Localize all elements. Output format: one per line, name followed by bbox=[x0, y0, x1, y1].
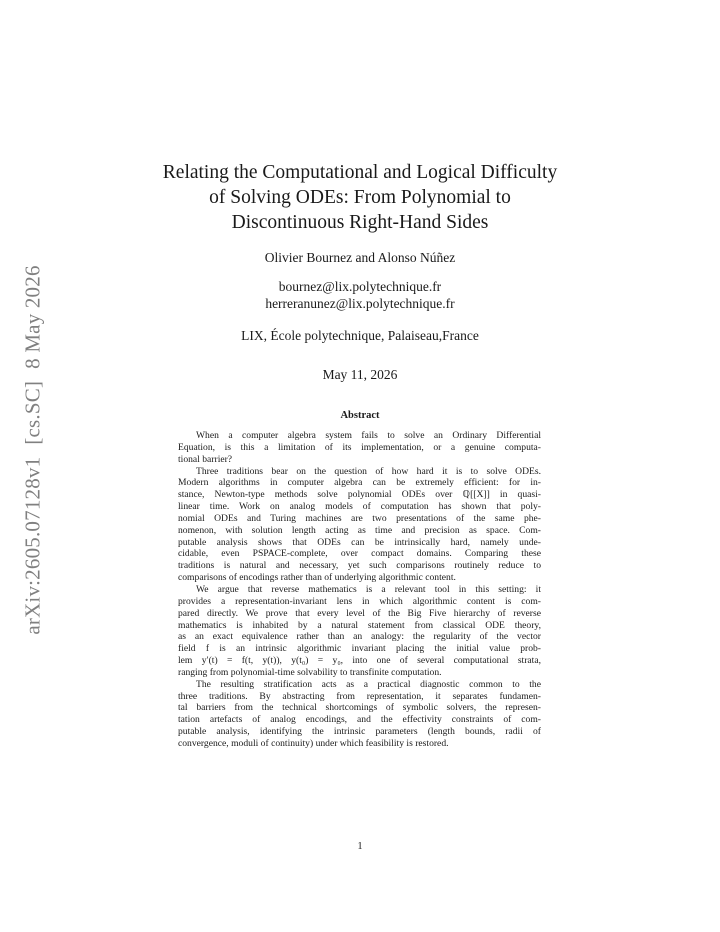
abstract-line: convergence, moduli of continuity) under which feasibility is restored. bbox=[178, 737, 449, 749]
abstract-body bbox=[178, 430, 541, 750]
abstract-line: provides a representation-invariant lens in which algorithmic content is com- bbox=[178, 595, 541, 607]
abstract-line: tation artefacts of analog encodings, and the effectivity constraints of com- bbox=[178, 714, 541, 726]
abstract-heading: Abstract bbox=[340, 410, 380, 421]
abstract-line: Modern algorithms in computer algebra can be extremely efficient: for in- bbox=[178, 477, 541, 489]
paper-title bbox=[0, 160, 720, 235]
page-number: 1 bbox=[357, 841, 363, 852]
abstract-line: ranging from polynomial-time solvability to transfinite computation. bbox=[178, 666, 442, 678]
abstract-line: When a computer algebra system fails to solve an Ordinary Differential bbox=[196, 430, 541, 441]
abstract-line: tal barriers from the technical shortcomings of symbolic solvers, the represen- bbox=[178, 702, 541, 714]
abstract-paragraph bbox=[178, 679, 541, 750]
title-line: Relating the Computational and Logical Difficulty bbox=[162, 162, 558, 183]
abstract-line: nomial ODEs and Turing machines are two presentations of the same phe- bbox=[178, 512, 541, 524]
abstract-line: mathematics is inhabited by a natural statement from classical ODE theory, bbox=[178, 619, 541, 631]
abstract-paragraph bbox=[178, 466, 541, 584]
paper-date: May 11, 2026 bbox=[322, 367, 398, 382]
abstract-line: Equation, is this a limitation of its implementation, or a genuine computa- bbox=[178, 441, 541, 453]
abstract-line: The resulting stratification acts as a practical diagnostic common to the bbox=[196, 678, 541, 690]
title-line: of Solving ODEs: From Polynomial to bbox=[209, 187, 511, 208]
arxiv-stamp bbox=[21, 265, 46, 634]
authors: Olivier Bournez and Alonso Núñez bbox=[264, 250, 456, 265]
abstract-line: putable analysis, identifying the intrinsic parameters (length bounds, radii of bbox=[178, 726, 541, 738]
abstract-line: pared directly. We prove that every level of the Big Five hierarchy of reverse bbox=[178, 607, 541, 619]
abstract-line: We argue that reverse mathematics is a relevant tool in this setting: it bbox=[196, 583, 541, 595]
abstract-line: lem y′(t) = f(t, y(t)), y(t₀) = y₀, into one of several computational strata, bbox=[178, 655, 541, 667]
abstract-line: as an exact equivalence rather than an analogy: the regularity of the vector bbox=[178, 631, 541, 643]
email: herreranunez@lix.polytechnique.fr bbox=[265, 296, 455, 311]
abstract-line: field f is an intrinsic algorithmic invariant placing the initial value prob- bbox=[178, 643, 541, 655]
abstract-paragraph bbox=[178, 430, 541, 466]
abstract-line: putable analysis shows that ODEs can be intrinsically hard, namely unde- bbox=[178, 536, 541, 548]
abstract-line: Three traditions bear on the question of how hard it is to solve ODEs. bbox=[196, 465, 541, 477]
abstract-line: nomenon, with solution length acting as time and precision as space. Com- bbox=[178, 524, 541, 536]
abstract-paragraph bbox=[178, 584, 541, 679]
abstract-line: comparisons of encodings rather than of underlying algorithmic content. bbox=[178, 572, 456, 584]
affiliation: LIX, École polytechnique, Palaiseau,France bbox=[241, 328, 479, 343]
abstract-line: stance, Newton-type methods solve polynomial ODEs over ℚ[[X]] in quasi- bbox=[178, 489, 541, 501]
abstract-line: linear time. Work on analog models of computation has shown that poly- bbox=[178, 501, 541, 513]
email: bournez@lix.polytechnique.fr bbox=[278, 279, 442, 294]
abstract-line: cidable, even PSPACE-complete, over compact domains. Comparing these bbox=[178, 548, 541, 560]
arxiv-id: arXiv:2605.07128v1 bbox=[20, 456, 45, 635]
arxiv-date: 8 May 2026 bbox=[20, 265, 45, 369]
abstract-line: three traditions. By abstracting from representation, it separates fundamen- bbox=[178, 690, 541, 702]
abstract-line: traditions is natural and necessary, yet such comparisons routinely reduce to bbox=[178, 560, 541, 572]
abstract-line: tional barrier? bbox=[178, 453, 233, 465]
title-line: Discontinuous Right-Hand Sides bbox=[231, 212, 489, 233]
arxiv-category: [cs.SC] bbox=[20, 380, 45, 445]
author-emails bbox=[0, 278, 720, 312]
